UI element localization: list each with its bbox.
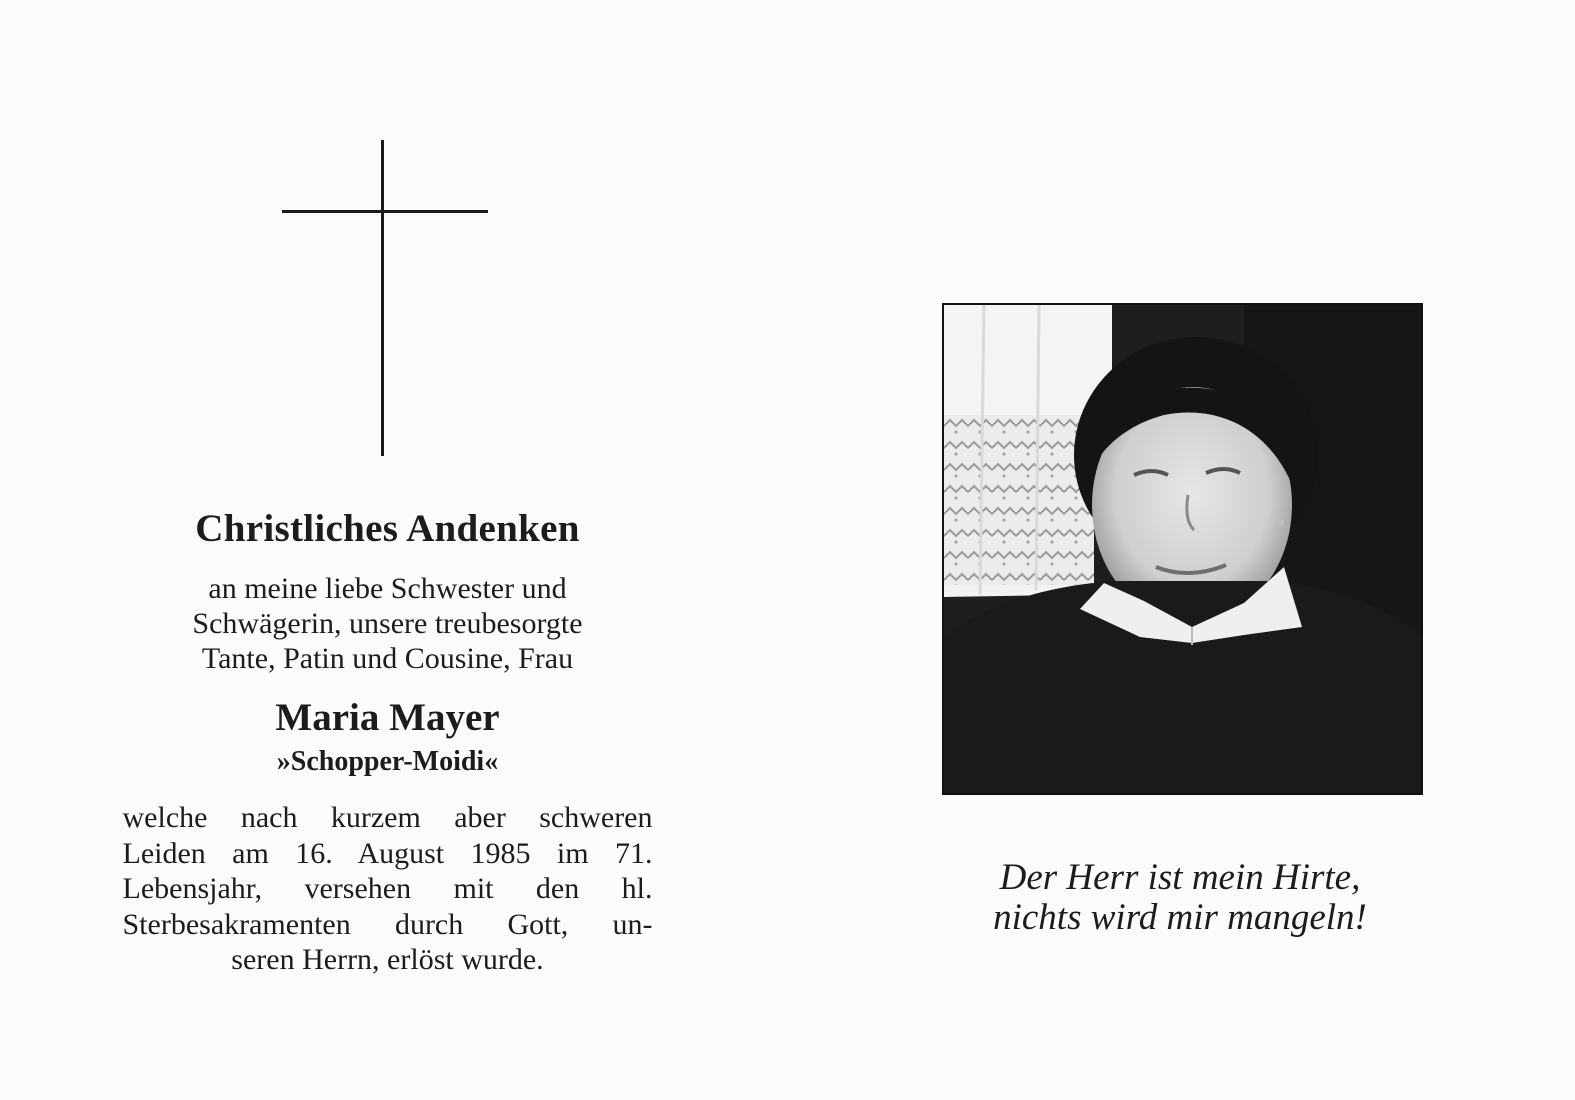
obituary-text (123, 800, 653, 978)
obituary-line: Lebensjahr, versehen mit den hl. (122, 872, 653, 905)
cross-horizontal-bar (282, 210, 488, 213)
cross-icon (282, 140, 488, 456)
memorial-text (110, 503, 665, 978)
portrait-photo (942, 303, 1423, 795)
obituary-line: welche nach kurzem aber schweren (122, 801, 653, 834)
deceased-nickname: »Schopper-Moidi« (276, 746, 499, 777)
intro-line: an meine liebe Schwester und (208, 572, 567, 605)
obituary-line: Sterbesakramenten durch Gott, un- (122, 907, 653, 941)
obituary-line: Leiden am 16. August 1985 im 71. (122, 836, 653, 870)
cross-vertical-bar (381, 140, 384, 456)
quote-line: nichts wird mir mangeln! (993, 897, 1367, 938)
deceased-name: Maria Mayer (275, 696, 500, 739)
intro-line: Schwägerin, unsere treubesorgte (192, 607, 583, 640)
intro-line: Tante, Patin und Cousine, Frau (201, 642, 574, 675)
intro-text (110, 571, 665, 676)
portrait-illustration (944, 305, 1421, 793)
card-heading: Christliches Andenken (195, 507, 580, 550)
quote-line: Der Herr ist mein Hirte, (999, 857, 1361, 898)
bible-quote (930, 858, 1430, 938)
obituary-line: seren Herrn, erlöst wurde. (231, 943, 544, 976)
